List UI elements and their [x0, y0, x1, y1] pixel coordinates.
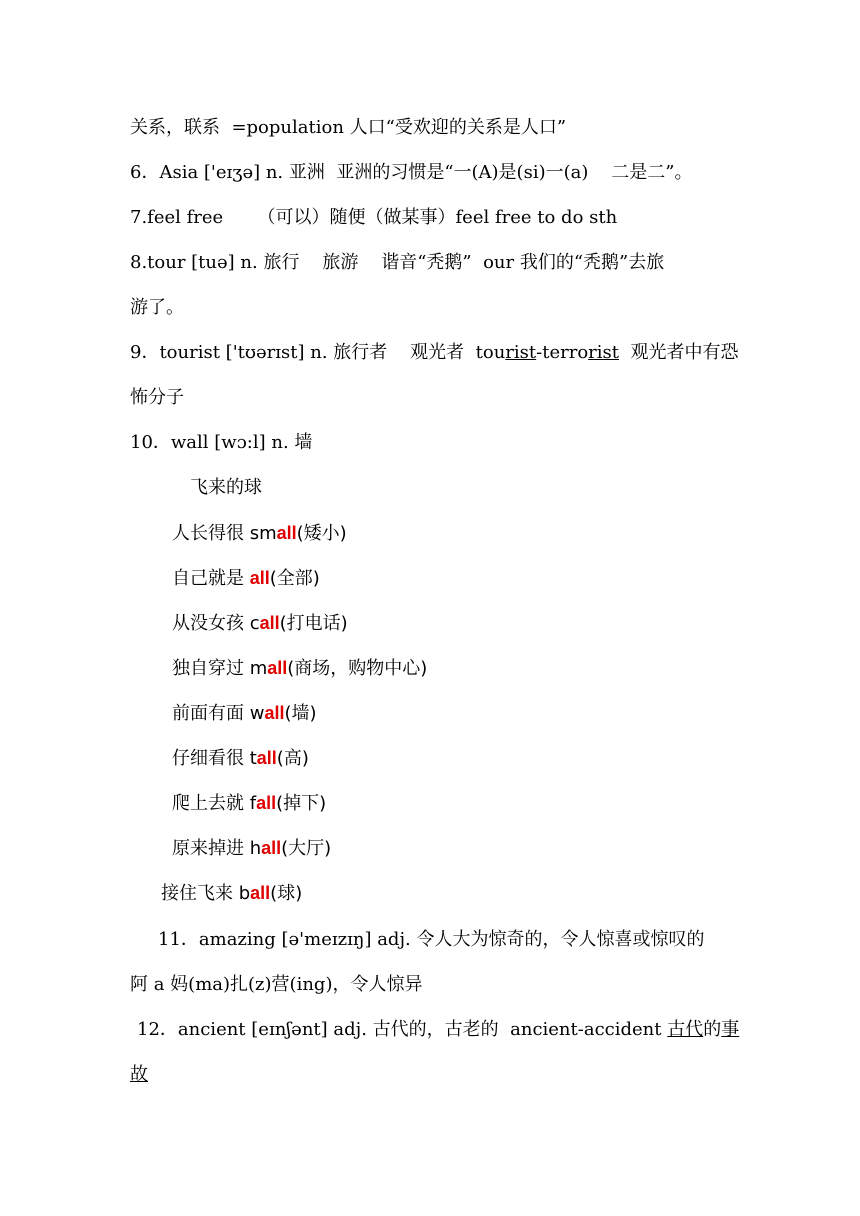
poem-line: 前面有面 wall(墙): [172, 703, 317, 724]
line-amazing: 11．amazing [ə'meɪzɪŋ] adj. 令人大为惊奇的，令人惊喜或惊叹的: [158, 929, 705, 950]
poem-line: 原来掉进 hall(大厅): [172, 838, 332, 859]
tourist-pre: 9．tourist ['tʊərɪst] n. 旅行者 观光者 tou: [130, 342, 506, 363]
poem-line: 自己就是 all(全部): [172, 568, 320, 589]
line-tour: 8.tour [tuə] n. 旅行 旅游 谐音“秃鹅” our 我们的“秃鹅”去旅: [130, 252, 665, 273]
feel-free-text: 7.feel free （可以）随便（做某事）feel free to do sth: [130, 207, 618, 228]
tourist-mid: -terro: [536, 342, 589, 363]
ancient-pre: 12．ancient [eɪnʃənt] adj. 古代的，古老的 ancient-accident: [137, 1019, 668, 1040]
line-amazing-cont: 阿 a 妈(ma)扎(z)营(ing)，令人惊异: [130, 974, 423, 995]
poem-line: 仔细看很 tall(高): [172, 748, 309, 769]
line-tourist-cont: 怖分子: [130, 387, 184, 408]
ancient-underline-2: 事: [721, 1019, 740, 1040]
poem-line: 人长得很 small(矮小): [172, 523, 347, 544]
line-population: 关系，联系 =population 人口“受欢迎的关系是人口”: [130, 117, 567, 138]
line-feel-free: [130, 206, 617, 230]
line-ancient: [137, 1018, 739, 1042]
ancient-underline-3: 故: [130, 1064, 148, 1085]
tourist-underline-2: rist: [588, 342, 619, 363]
ancient-mid: 的: [703, 1019, 722, 1040]
poem-line: 爬上去就 fall(掉下): [172, 793, 327, 814]
line-tourist: [130, 341, 738, 365]
poem-line: 接住飞来 ball(球): [161, 883, 303, 904]
poem-line: 从没女孩 call(打电话): [172, 613, 348, 634]
line-ancient-cont: [130, 1063, 148, 1087]
poem-title: 飞来的球: [190, 477, 262, 498]
line-tour-cont: 游了。: [130, 297, 184, 318]
line-asia: 6．Asia ['eɪʒə] n. 亚洲 亚洲的习惯是“一(A)是(si)一(a) 二是二”。: [130, 162, 693, 183]
poem-line: 独自穿过 mall(商场，购物中心): [172, 658, 428, 679]
tourist-underline-1: rist: [505, 342, 537, 363]
tourist-post: 观光者中有恐: [619, 342, 739, 363]
line-wall: 10．wall [wɔ:l] n. 墙: [130, 432, 313, 453]
ancient-underline-1: 古代: [667, 1019, 704, 1040]
